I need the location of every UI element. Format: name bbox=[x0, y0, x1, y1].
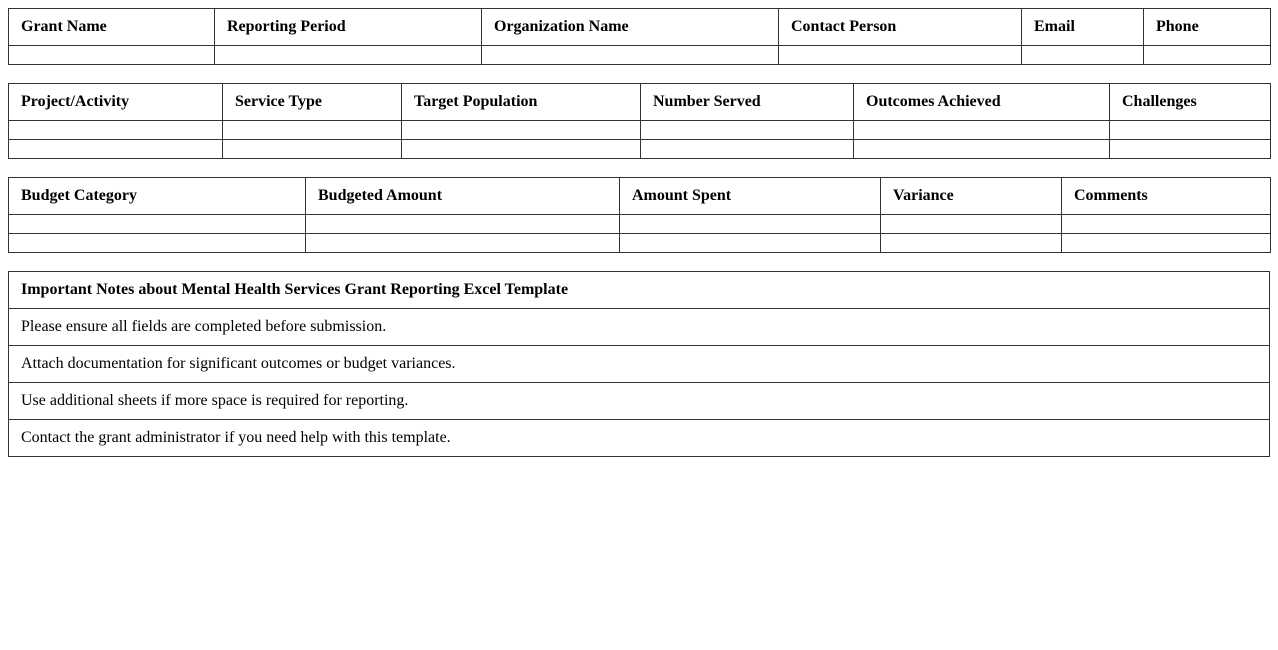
table-row bbox=[9, 140, 1271, 159]
cell[interactable] bbox=[1062, 234, 1271, 253]
notes-title: Important Notes about Mental Health Services Grant Reporting Excel Template bbox=[9, 272, 1270, 309]
budget-table bbox=[8, 177, 1271, 253]
cell[interactable] bbox=[620, 234, 881, 253]
cell[interactable] bbox=[1144, 46, 1271, 65]
table-row bbox=[9, 234, 1271, 253]
header-target-population: Target Population bbox=[402, 84, 641, 121]
cell[interactable] bbox=[402, 140, 641, 159]
header-project-activity: Project/Activity bbox=[9, 84, 223, 121]
cell[interactable] bbox=[641, 121, 854, 140]
header-variance: Variance bbox=[881, 178, 1062, 215]
cell[interactable] bbox=[223, 121, 402, 140]
header-reporting-period: Reporting Period bbox=[215, 9, 482, 46]
cell[interactable] bbox=[9, 234, 306, 253]
header-outcomes-achieved: Outcomes Achieved bbox=[854, 84, 1110, 121]
header-contact-person: Contact Person bbox=[779, 9, 1022, 46]
cell[interactable] bbox=[854, 140, 1110, 159]
cell[interactable] bbox=[306, 215, 620, 234]
cell[interactable] bbox=[779, 46, 1022, 65]
note-item: Please ensure all fields are completed before submission. bbox=[9, 309, 1270, 346]
header-phone: Phone bbox=[1144, 9, 1271, 46]
cell[interactable] bbox=[881, 234, 1062, 253]
cell[interactable] bbox=[402, 121, 641, 140]
cell[interactable] bbox=[215, 46, 482, 65]
table-row bbox=[9, 46, 1271, 65]
header-email: Email bbox=[1022, 9, 1144, 46]
header-organization-name: Organization Name bbox=[482, 9, 779, 46]
cell[interactable] bbox=[1022, 46, 1144, 65]
note-item: Contact the grant administrator if you need help with this template. bbox=[9, 420, 1270, 457]
cell[interactable] bbox=[1110, 140, 1271, 159]
cell[interactable] bbox=[641, 140, 854, 159]
cell[interactable] bbox=[9, 215, 306, 234]
header-comments: Comments bbox=[1062, 178, 1271, 215]
note-row bbox=[9, 383, 1270, 420]
header-challenges: Challenges bbox=[1110, 84, 1271, 121]
table-row bbox=[9, 215, 1271, 234]
header-budgeted-amount: Budgeted Amount bbox=[306, 178, 620, 215]
cell[interactable] bbox=[854, 121, 1110, 140]
cell[interactable] bbox=[620, 215, 881, 234]
notes-table bbox=[8, 271, 1270, 457]
cell[interactable] bbox=[881, 215, 1062, 234]
note-row bbox=[9, 346, 1270, 383]
grant-info-table bbox=[8, 8, 1271, 65]
header-number-served: Number Served bbox=[641, 84, 854, 121]
header-row bbox=[9, 9, 1271, 46]
header-service-type: Service Type bbox=[223, 84, 402, 121]
cell[interactable] bbox=[9, 121, 223, 140]
note-row bbox=[9, 420, 1270, 457]
header-row bbox=[9, 272, 1270, 309]
cell[interactable] bbox=[223, 140, 402, 159]
cell[interactable] bbox=[482, 46, 779, 65]
services-table bbox=[8, 83, 1271, 159]
header-amount-spent: Amount Spent bbox=[620, 178, 881, 215]
cell[interactable] bbox=[306, 234, 620, 253]
header-row bbox=[9, 84, 1271, 121]
table-row bbox=[9, 121, 1271, 140]
note-row bbox=[9, 309, 1270, 346]
header-row bbox=[9, 178, 1271, 215]
header-grant-name: Grant Name bbox=[9, 9, 215, 46]
cell[interactable] bbox=[9, 46, 215, 65]
cell[interactable] bbox=[1062, 215, 1271, 234]
cell[interactable] bbox=[9, 140, 223, 159]
header-budget-category: Budget Category bbox=[9, 178, 306, 215]
cell[interactable] bbox=[1110, 121, 1271, 140]
note-item: Attach documentation for significant outcomes or budget variances. bbox=[9, 346, 1270, 383]
note-item: Use additional sheets if more space is required for reporting. bbox=[9, 383, 1270, 420]
